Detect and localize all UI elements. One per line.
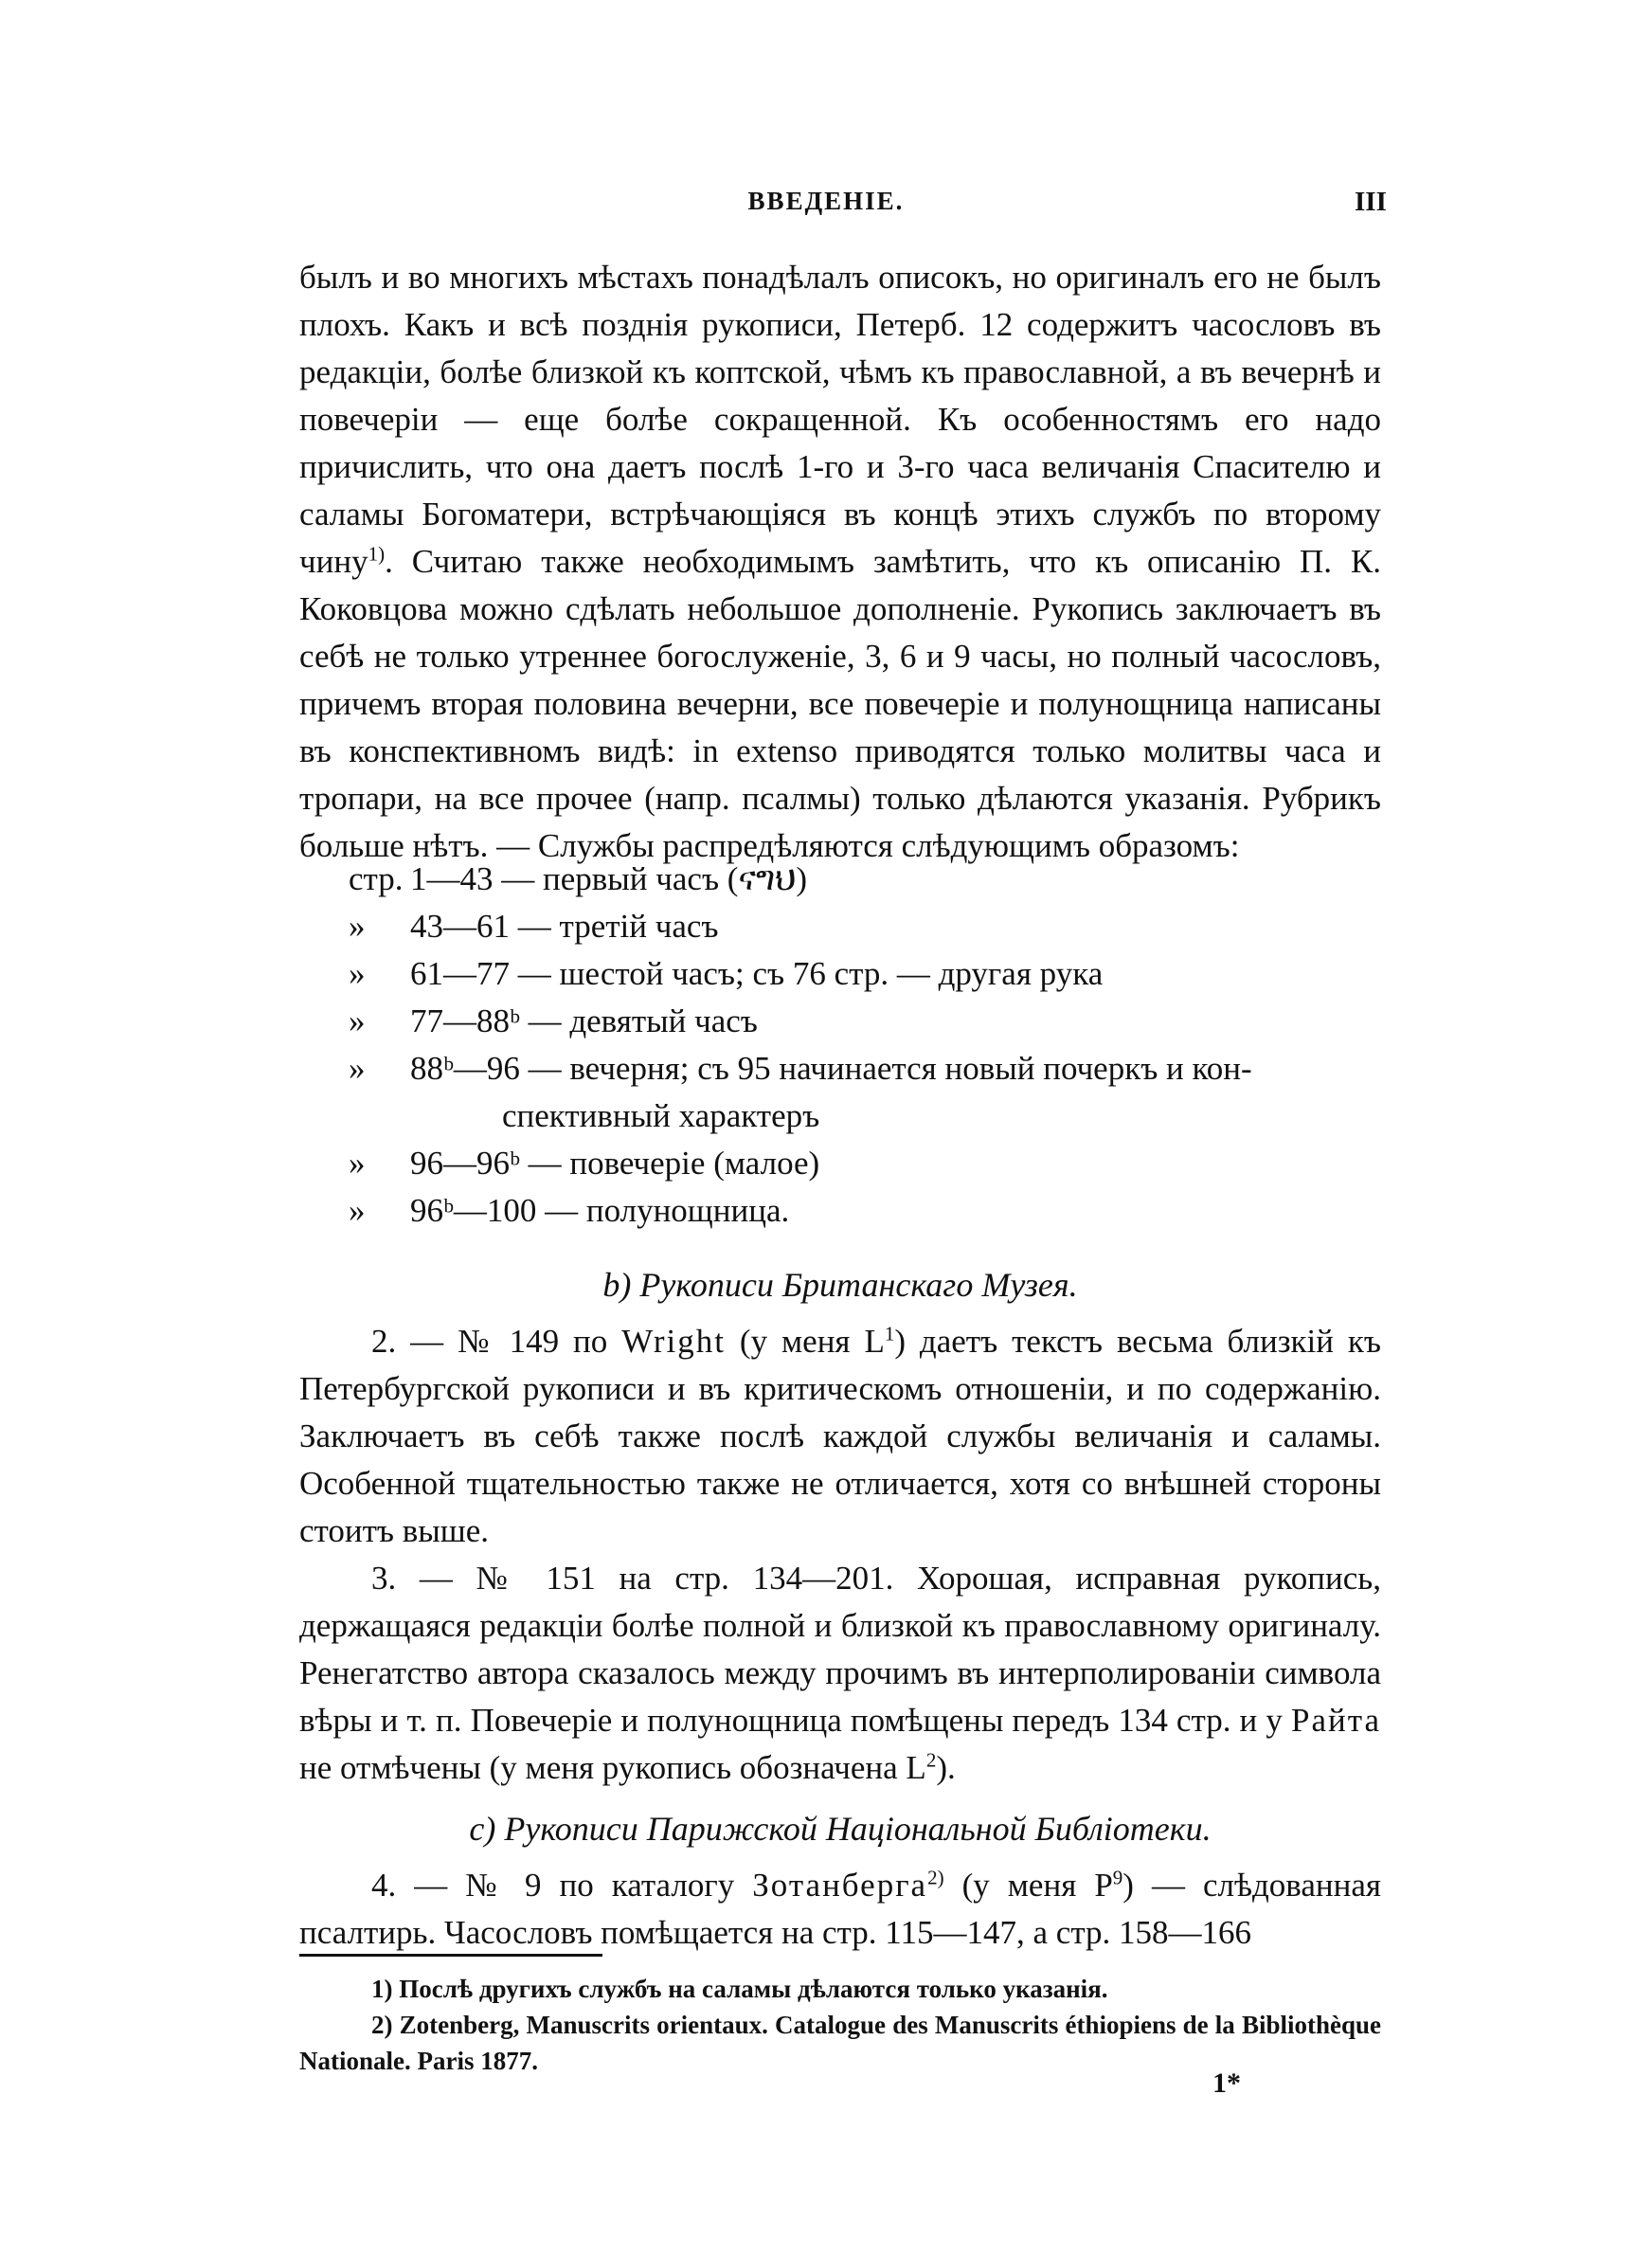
sections-block — [299, 1254, 1381, 1957]
services-list — [349, 856, 1252, 1235]
list-item — [349, 856, 1252, 903]
list-item-text: 96ᵇ—100 — полунощница. — [410, 1192, 790, 1229]
list-item-text: 77—88ᵇ — девятый часъ — [410, 1002, 758, 1039]
section-c-heading: c) Рукописи Парижской Національной Библіотеки. — [469, 1810, 1212, 1848]
list-item — [349, 903, 1252, 950]
paragraph-4 — [299, 1862, 1381, 1957]
paragraph-4-rest: ) — слѣдованная псалтирь. Часословъ помѣщается на стр. 115—147, а стр. 158—166 — [299, 1867, 1381, 1951]
paragraph-4-mid: (у меня P — [943, 1867, 1113, 1904]
paragraph-3-rest: не отмѣчены (у меня рукопись обозначена L — [299, 1749, 926, 1786]
page-number: III — [1355, 187, 1387, 217]
paragraph-2-lead: 2. — № 149 по — [371, 1323, 622, 1360]
list-item — [349, 1187, 1252, 1235]
main-text-block — [299, 254, 1381, 870]
author-name-wright: Wright — [621, 1323, 726, 1360]
list-item-mark: стр. — [349, 860, 404, 897]
list-item — [349, 998, 1252, 1045]
author-name-zotenberg: Зотанберга — [752, 1867, 928, 1904]
list-item-text: 61—77 — шестой часъ; съ 76 стр. — другая рука — [410, 955, 1104, 992]
list-item-text: 43—61 — третій часъ — [410, 908, 719, 945]
list-item-continuation: спективный характеръ — [502, 1097, 820, 1134]
list-item-mark: » — [349, 908, 366, 945]
list-item-text: 1—43 — первый часъ (ናግህ) — [410, 860, 808, 897]
paragraph-3 — [299, 1555, 1381, 1792]
list-item-text: 96—96ᵇ — повечеріе (малое) — [410, 1145, 820, 1182]
list-item-mark: » — [349, 1050, 366, 1087]
siglum-sup: 2 — [925, 1748, 937, 1772]
footnote-ref-1: 1) — [368, 542, 386, 566]
signature-mark: 1* — [1212, 2067, 1241, 2099]
footnotes — [299, 1971, 1381, 2079]
paragraph-1 — [299, 254, 1381, 870]
paragraph-1-text-b: . Считаю также необходимымъ замѣтить, что къ описанію П. К. Коковцова можно сдѣлать небольшое дополненіе. Рукопись заключаетъ въ себѣ не только утреннее богослуженіе, 3, 6 и 9 часы, но полный часословъ, причемъ вторая половина вечерни, все повечеріе и полунощница написаны въ конспективномъ видѣ: in extenso приводятся только молитвы часа и тропари, на все прочее (напр. псалмы) только дѣлаются указанія. Рубрикъ больше нѣтъ. — Службы распредѣляются слѣдующимъ образомъ: — [299, 543, 1381, 864]
list-item-mark: » — [349, 955, 366, 992]
list-item — [349, 1140, 1252, 1187]
siglum-sup: 1 — [884, 1322, 895, 1345]
footnote-1: 1) Послѣ другихъ службъ на саламы дѣлаются только указанія. — [371, 1975, 1108, 2003]
paragraph-1-text-a: былъ и во многихъ мѣстахъ понадѣлалъ описокъ, но оригиналъ его не былъ плохъ. Какъ и всѣ позднія рукописи, Петерб. 12 содержитъ часословъ въ редакціи, болѣе близкой къ коптской, чѣмъ къ православной, а въ вечернѣ и повечеріи — еще болѣе сокращенной. Къ особенностямъ его надо причислить, что она даетъ послѣ 1-го и 3-го часа величанія Спасителю и саламы Богоматери, встрѣчающіяся въ концѣ этихъ службъ по второму чину — [299, 259, 1381, 580]
footnote-2: 2) Zotenberg, Manuscrits orientaux. Catalogue des Manuscrits éthiopiens de la Bibliothèque Nationale. Paris 1877. — [299, 2011, 1381, 2075]
paragraph-2-mid: (у меня L — [725, 1323, 885, 1360]
paragraph-3-text: 3. — № 151 на стр. 134—201. Хорошая, исправная рукопись, держащаяся редакціи болѣе полной и близкой къ православному оригиналу. Ренегатство автора сказалось между прочимъ въ интерполированіи символа вѣры и т. п. Повечеріе и полунощница помѣщены передъ 134 стр. и у — [299, 1560, 1381, 1739]
list-item-mark: » — [349, 1145, 366, 1182]
list-item-text: 88ᵇ—96 — вечерня; съ 95 начинается новый почеркъ и кон- — [410, 1050, 1252, 1087]
paragraph-2 — [299, 1318, 1381, 1555]
author-name-raita: Райта — [1291, 1702, 1381, 1739]
footnote-ref-2: 2) — [927, 1866, 944, 1889]
paragraph-2-rest: ) даетъ текстъ весьма близкій къ Петербургской рукописи и въ критическомъ отношеніи, и по содержанію. Заключаетъ въ себѣ также послѣ каждой службы величанія и саламы. Особенной тщательностью также не отличается, хотя со внѣшней стороны стоитъ выше. — [299, 1323, 1382, 1549]
paragraph-4-lead: 4. — № 9 по каталогу — [371, 1867, 753, 1904]
siglum-sup: 9 — [1112, 1866, 1123, 1889]
list-item — [349, 950, 1252, 998]
paragraph-3-end: ). — [936, 1749, 956, 1786]
running-header-title: ВВЕДЕНІЕ. — [747, 187, 905, 215]
list-item — [349, 1045, 1252, 1092]
footnote-divider — [299, 1954, 602, 1957]
list-item-mark: » — [349, 1192, 366, 1229]
list-item-mark: » — [349, 1002, 366, 1039]
section-b-heading: b) Рукописи Британскаго Музея. — [602, 1266, 1078, 1304]
